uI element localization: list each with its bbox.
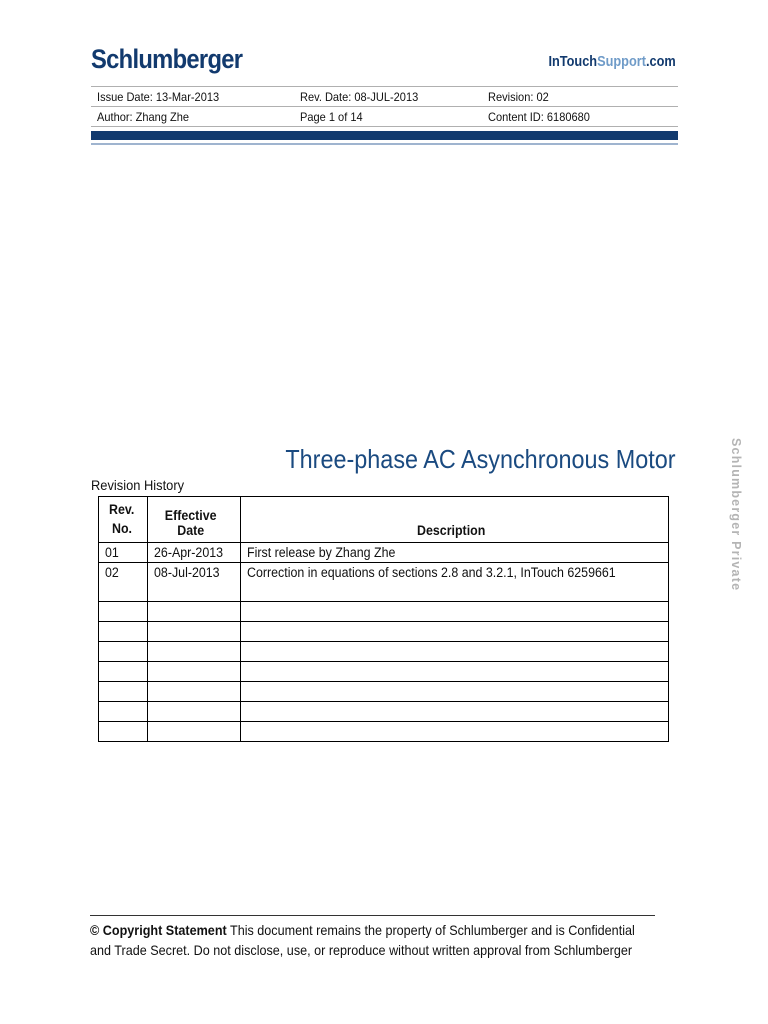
revision-history-table	[98, 496, 669, 742]
description-cell: First release by Zhang Zhe	[241, 543, 669, 563]
author: Author: Zhang Zhe	[91, 107, 294, 127]
empty-row	[99, 642, 669, 662]
empty-row	[99, 662, 669, 682]
description-header: Description	[241, 497, 669, 543]
header-divider-thin	[91, 143, 678, 145]
schlumberger-logo: Schlumberger	[91, 44, 243, 74]
empty-row	[99, 682, 669, 702]
description-cell: Correction in equations of sections 2.8 and 3.2.1, InTouch 6259661	[241, 563, 669, 602]
document-title: Three-phase AC Asynchronous Motor	[285, 444, 676, 474]
classification-label: Schlumberger Private	[729, 438, 743, 592]
meta-row	[91, 107, 678, 127]
copyright-body: This document remains the property of Schlumberger and is Confidential and Trade Secret. Do not disclose, use, or reproduce without written approval from Schlumberger	[90, 922, 635, 958]
meta-row	[91, 87, 678, 107]
copyright-statement	[90, 920, 648, 960]
empty-row	[99, 622, 669, 642]
copyright-heading: Copyright Statement	[102, 922, 227, 938]
document-meta-table	[91, 86, 678, 127]
dotcom-text: .com	[646, 53, 676, 70]
page-number: Page 1 of 14	[294, 107, 482, 127]
content-id: Content ID: 6180680	[482, 107, 678, 127]
table-header-row	[99, 497, 669, 543]
effective-date-header: Effective Date	[148, 497, 241, 543]
date-cell: 08-Jul-2013	[148, 563, 241, 602]
copyright-symbol: ©	[90, 922, 100, 938]
rev-cell: 01	[99, 543, 148, 563]
support-text: Support	[597, 53, 647, 70]
revision-history-label: Revision History	[91, 477, 185, 493]
rev-no-header: Rev. No.	[99, 497, 148, 543]
intouch-text: InTouch	[548, 53, 598, 70]
empty-row	[99, 722, 669, 742]
date-cell: 26-Apr-2013	[148, 543, 241, 563]
table-row	[99, 543, 669, 563]
rev-cell: 02	[99, 563, 148, 602]
header-divider-thick	[91, 131, 678, 140]
intouch-support-link[interactable]	[549, 53, 676, 70]
table-row	[99, 563, 669, 602]
empty-row	[99, 702, 669, 722]
revision-number: Revision: 02	[482, 87, 678, 107]
footer-divider	[90, 915, 655, 916]
empty-row	[99, 602, 669, 622]
rev-date: Rev. Date: 08-JUL-2013	[294, 87, 482, 107]
issue-date: Issue Date: 13-Mar-2013	[91, 87, 294, 107]
